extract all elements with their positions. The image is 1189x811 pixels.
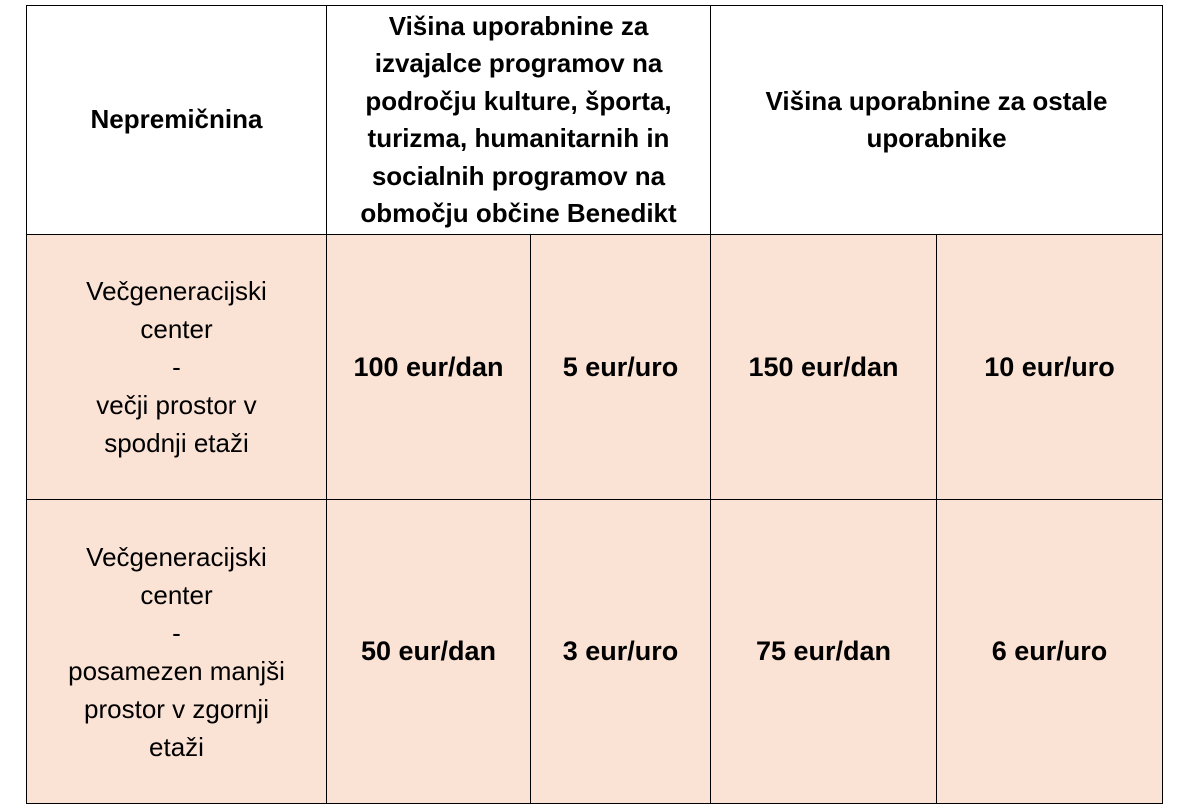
header-property: Nepremičnina	[27, 6, 327, 235]
price-group2-hour: 6 eur/uro	[937, 500, 1163, 804]
price-group1-hour: 5 eur/uro	[531, 235, 711, 500]
property-line: Večgeneracijski	[86, 541, 267, 572]
price-group1-hour: 3 eur/uro	[531, 500, 711, 804]
fee-table	[26, 5, 1163, 804]
header-line: turizma, humanitarnih in	[367, 123, 670, 153]
header-group-other-users	[711, 6, 1163, 235]
property-line: prostor v zgornji	[84, 693, 269, 724]
price-group1-day: 100 eur/dan	[327, 235, 531, 500]
header-line: področju kulture, športa,	[365, 85, 672, 116]
property-line: center	[140, 579, 213, 610]
property-line: center	[140, 314, 213, 344]
header-group-cultural-users	[327, 6, 711, 235]
property-line: spodnji etaži	[104, 428, 249, 458]
table-row	[27, 235, 1163, 500]
price-group2-hour: 10 eur/uro	[937, 235, 1163, 500]
header-line: uporabnike	[866, 123, 1007, 153]
property-line: Večgeneracijski	[86, 276, 267, 306]
header-line: izvajalce programov na	[374, 48, 663, 78]
property-line: posamezen manjši	[68, 655, 285, 686]
table-row	[27, 500, 1163, 804]
property-line: -	[172, 617, 181, 648]
header-line: Višina uporabnine za ostale	[765, 85, 1108, 116]
property-cell	[27, 500, 327, 804]
property-line: etaži	[149, 731, 204, 762]
property-cell	[27, 235, 327, 500]
header-line: socialnih programov na	[371, 160, 666, 191]
price-group2-day: 75 eur/dan	[711, 500, 937, 804]
price-group1-day: 50 eur/dan	[327, 500, 531, 804]
header-line: Višina uporabnine za	[388, 10, 649, 41]
property-line: -	[172, 352, 181, 382]
price-group2-day: 150 eur/dan	[711, 235, 937, 500]
header-row	[27, 6, 1163, 235]
header-line: območju občine Benedikt	[360, 198, 677, 228]
property-line: večji prostor v	[96, 390, 257, 420]
